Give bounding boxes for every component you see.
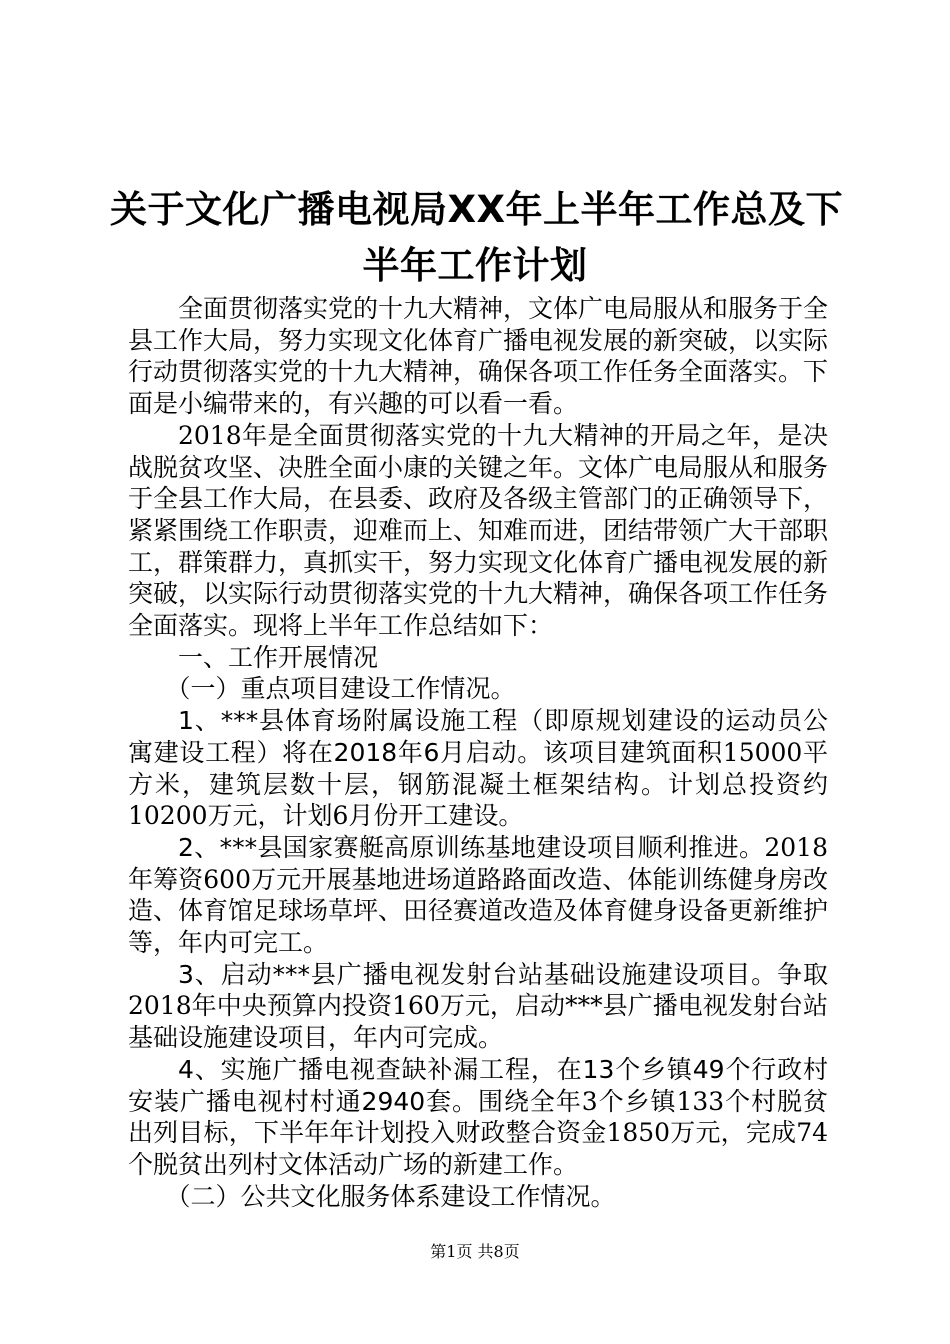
item-2 [128, 832, 828, 959]
item-1-text: 该项目建筑面积15000平方米，建筑层数十层，钢筋混凝土框架结构。计划总投资约10200万元，计划6月份开工建设。 [128, 737, 829, 831]
item-1-lead: 1、***县体育场附属设施工程（即原规划建设的运动员公寓建设工程）将在2018年6月启动。 [128, 706, 828, 767]
item-2-lead: 2、***县国家赛艇高原训练基地建设项目顺利推进。 [178, 832, 765, 862]
summary-paragraph: 2018年是全面贯彻落实党的十九大精神的开局之年，是决战脱贫攻坚、决胜全面小康的关键之年。文体广电局服从和服务于全县工作大局，在县委、政府及各级主管部门的正确领导下，紧紧围绕工作职责，迎难而上、知难而进，团结带领广大干部职工，群策群力，真抓实干，努力实现文化体育广播电视发展的新突破，以实际行动贯彻落实党的十九大精神，确保各项工作任务全面落实。现将上半年工作总结如下： [128, 420, 829, 641]
item-3-text: 争取2018年中央预算内投资160万元，启动***县广播电视发射台站基础设施建设项目，年内可完成。 [128, 959, 828, 1053]
item-4 [128, 1054, 828, 1181]
item-1 [128, 705, 828, 832]
document-body [128, 293, 828, 1212]
intro-paragraph: 全面贯彻落实党的十九大精神，文体广电局服从和服务于全县工作大局，努力实现文化体育广播电视发展的新突破，以实际行动贯彻落实党的十九大精神，确保各项工作任务全面落实。下面是小编带来的，有兴趣的可以看一看。 [128, 294, 829, 419]
title-line-1: 关于文化广播电视局XX年上半年工作总及下 [110, 188, 844, 231]
subsection-heading-1: （一）重点项目建设工作情况。 [165, 674, 516, 704]
item-2-text: 2018年筹资600万元开展基地进场道路路面改造、体能训练健身房改造、体育馆足球场草坪、田径赛道改造及体育健身设备更新维护等，年内可完工。 [128, 832, 829, 958]
page-number-footer: 第1页 共8页 [430, 1242, 520, 1261]
document-title [110, 182, 844, 294]
item-4-lead: 4、实施广播电视查缺补漏工程，在13个乡镇49个行政村安装广播电视村村通2940套。 [128, 1054, 828, 1116]
item-3-lead: 3、启动***县广播电视发射台站基础设施建设项目。 [178, 959, 778, 989]
item-4-text: 围绕全年3个乡镇133个村脱贫出列目标，下半年年计划投入财政整合资金1850万元，完成74个脱贫出列村文体活动广场的新建工作。 [128, 1086, 828, 1179]
item-3 [128, 959, 828, 1054]
section-heading-1: 一、工作开展情况 [178, 642, 379, 672]
title-line-2: 半年工作计划 [362, 244, 588, 287]
subsection-heading-2: （二）公共文化服务体系建设工作情况。 [165, 1181, 616, 1211]
